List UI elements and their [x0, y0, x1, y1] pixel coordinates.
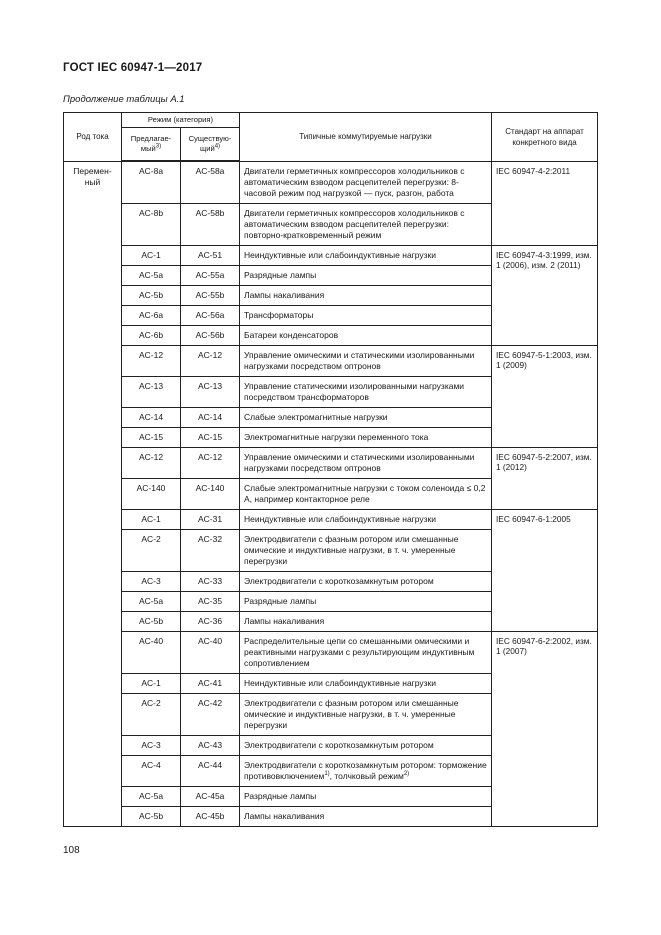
load-description-cell: Неиндуктивные или слабоиндуктивные нагрузки [240, 245, 492, 265]
load-description-cell: Батареи конденсаторов [240, 325, 492, 345]
proposed-category-cell: AC-13 [122, 376, 181, 407]
existing-category-cell: AC-12 [181, 447, 240, 478]
load-description-cell: Двигатели герметичных компрессоров холодильников с автоматическим взводом расцепителей перегрузки: 8-часовой режим под нагрузкой — пуск, разгон, работа [240, 161, 492, 203]
existing-category-cell: AC-32 [181, 529, 240, 571]
existing-category-cell: AC-33 [181, 571, 240, 591]
load-categories-table [63, 112, 598, 827]
page-number: 108 [63, 845, 80, 856]
header-loads: Типичные коммутируемые нагрузки [240, 113, 492, 162]
existing-category-cell: AC-45a [181, 786, 240, 806]
header-proposed: Предлагае-мый$^{3)}$ [122, 128, 181, 162]
table-row [64, 245, 598, 265]
load-description-cell: Разрядные лампы [240, 786, 492, 806]
existing-category-cell: AC-55b [181, 285, 240, 305]
proposed-category-cell: AC-5a [122, 786, 181, 806]
table-row [64, 447, 598, 478]
existing-category-cell: AC-14 [181, 407, 240, 427]
proposed-category-cell: AC-8b [122, 203, 181, 245]
footnote-ref-3: 3) [155, 143, 162, 150]
load-description-text: Электродвигатели с короткозамкнутым ротором: торможение противовключением [244, 759, 487, 781]
proposed-category-cell: AC-15 [122, 427, 181, 447]
load-description-cell: Лампы накаливания [240, 806, 492, 826]
proposed-category-cell: AC-1 [122, 509, 181, 529]
existing-category-cell: AC-36 [181, 611, 240, 631]
existing-category-cell: AC-40 [181, 631, 240, 673]
existing-category-cell: AC-44 [181, 755, 240, 786]
proposed-category-cell: AC-5b [122, 285, 181, 305]
table-body [64, 161, 598, 826]
load-description-cell: Неиндуктивные или слабоиндуктивные нагрузки [240, 673, 492, 693]
existing-category-cell: AC-58a [181, 161, 240, 203]
load-description-cell: Двигатели герметичных компрессоров холодильников с автоматическим взводом расцепителей перегрузки: повторно-кратковременный режим [240, 203, 492, 245]
load-description-cell: Электродвигатели с фазным ротором или смешанные омические и индуктивные нагрузки, в т. ч. умеренные перегрузки [240, 529, 492, 571]
proposed-category-cell: AC-6a [122, 305, 181, 325]
existing-category-cell: AC-140 [181, 478, 240, 509]
proposed-category-cell: AC-8a [122, 161, 181, 203]
proposed-category-cell: AC-1 [122, 673, 181, 693]
existing-category-cell: AC-45b [181, 806, 240, 826]
proposed-category-cell: AC-1 [122, 245, 181, 265]
proposed-category-cell: AC-140 [122, 478, 181, 509]
proposed-category-cell: AC-2 [122, 693, 181, 735]
proposed-category-cell: AC-2 [122, 529, 181, 571]
header-existing: Существую-щий$^{4)}$ [181, 128, 240, 162]
table-row [64, 161, 598, 203]
existing-category-cell: AC-42 [181, 693, 240, 735]
standard-cell: IEC 60947-4-3:1999, изм. 1 (2006), изм. 2 (2011) [492, 245, 598, 345]
standard-cell: IEC 60947-4-2:2011 [492, 161, 598, 245]
load-description-cell: Распределительные цепи со смешанными омическими и реактивными нагрузками с результирующим индуктивным сопротивлением [240, 631, 492, 673]
standard-cell: IEC 60947-5-1:2003, изм. 1 (2009) [492, 345, 598, 447]
existing-category-cell: AC-55a [181, 265, 240, 285]
load-description-cell: Управление омическими и статическими изолированными нагрузками посредством оптронов [240, 447, 492, 478]
standard-cell: IEC 60947-6-1:2005 [492, 509, 598, 631]
standard-cell: IEC 60947-6-2:2002, изм. 1 (2007) [492, 631, 598, 826]
load-description-cell: Лампы накаливания [240, 285, 492, 305]
existing-category-cell: AC-35 [181, 591, 240, 611]
table-header-row [64, 113, 598, 128]
load-description-cell: Слабые электромагнитные нагрузки [240, 407, 492, 427]
existing-category-cell: AC-41 [181, 673, 240, 693]
load-description-cell: Слабые электромагнитные нагрузки с током соленоида ≤ 0,2 А, например контакторное реле [240, 478, 492, 509]
load-description-cell: Электродвигатели с короткозамкнутым ротором [240, 571, 492, 591]
load-description-cell: Разрядные лампы [240, 591, 492, 611]
existing-category-cell: AC-51 [181, 245, 240, 265]
table-row [64, 509, 598, 529]
existing-category-cell: AC-56a [181, 305, 240, 325]
header-standard: Стандарт на аппарат конкретного вида [492, 113, 598, 162]
load-description-cell: Управление статическими изолированными нагрузками посредством трансформаторов [240, 376, 492, 407]
table-row [64, 631, 598, 673]
load-description-cell: Электродвигатели с фазным ротором или смешанные омические и индуктивные нагрузки, в т. ч. умеренные перегрузки [240, 693, 492, 735]
load-description-cell: Неиндуктивные или слабоиндуктивные нагрузки [240, 509, 492, 529]
current-kind-cell: Перемен-ный [64, 161, 122, 826]
load-description-cell: Лампы накаливания [240, 611, 492, 631]
load-description-cell: Трансформаторы [240, 305, 492, 325]
existing-category-cell: AC-58b [181, 203, 240, 245]
standard-cell: IEC 60947-5-2:2007, изм. 1 (2012) [492, 447, 598, 509]
proposed-category-cell: AC-5a [122, 265, 181, 285]
proposed-category-cell: AC-3 [122, 735, 181, 755]
proposed-category-cell: AC-12 [122, 447, 181, 478]
proposed-category-cell: AC-4 [122, 755, 181, 786]
existing-category-cell: AC-13 [181, 376, 240, 407]
proposed-category-cell: AC-12 [122, 345, 181, 376]
table-row [64, 345, 598, 376]
table-caption: Продолжение таблицы А.1 [63, 94, 185, 105]
load-description-cell: Электромагнитные нагрузки переменного тока [240, 427, 492, 447]
proposed-category-cell: AC-14 [122, 407, 181, 427]
load-description-cell: Разрядные лампы [240, 265, 492, 285]
proposed-category-cell: AC-40 [122, 631, 181, 673]
footnote-ref-2: 2) [403, 770, 410, 777]
proposed-category-cell: AC-3 [122, 571, 181, 591]
existing-category-cell: AC-43 [181, 735, 240, 755]
existing-category-cell: AC-15 [181, 427, 240, 447]
footnote-ref-1: 1) [324, 770, 330, 777]
load-description-cell [240, 755, 492, 786]
existing-category-cell: AC-56b [181, 325, 240, 345]
document-title: ГОСТ IEC 60947-1—2017 [63, 62, 203, 74]
proposed-category-cell: AC-5b [122, 806, 181, 826]
load-description-tail: , толчковый режим [329, 770, 404, 781]
proposed-category-cell: AC-6b [122, 325, 181, 345]
proposed-category-cell: AC-5b [122, 611, 181, 631]
load-description-cell: Управление омическими и статическими изолированными нагрузками посредством оптронов [240, 345, 492, 376]
proposed-category-cell: AC-5a [122, 591, 181, 611]
existing-category-cell: AC-31 [181, 509, 240, 529]
header-mode-group: Режим (категория) [122, 113, 240, 128]
header-current-kind: Род тока [64, 113, 122, 162]
footnote-ref-4: 4) [214, 143, 221, 150]
existing-category-cell: AC-12 [181, 345, 240, 376]
load-description-cell: Электродвигатели с короткозамкнутым ротором [240, 735, 492, 755]
